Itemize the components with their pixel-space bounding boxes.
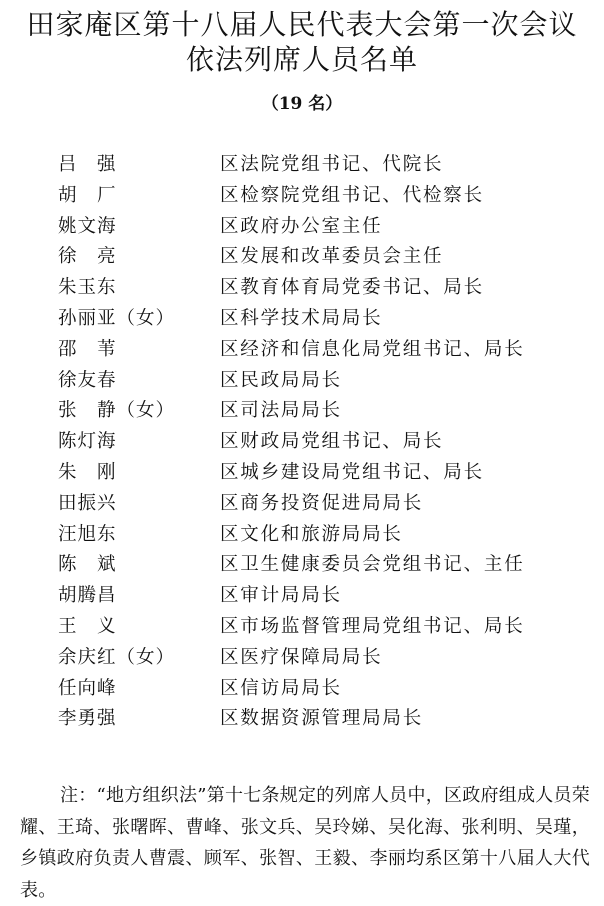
attendee-name: 朱玉东 [58,277,117,299]
attendee-position: 区市场监督管理局党组书记、局长 [220,615,525,637]
attendee-name: 徐 亮 [58,246,117,268]
attendee-position: 区司法局局长 [220,400,342,422]
footnote-text: 注：“地方组织法”第十七条规定的列席人员中，区政府组成人员荣耀、王琦、张曙晖、曹峰、张文兵、吴玲娣、吴化海、张利明、吴瑾，乡镇政府负责人曹震、顾军、张智、王毅、李丽均系区第十八届人大代表。 [20,785,590,901]
attendee-position: 区发展和改革委员会主任 [220,246,444,268]
footnote [20,780,590,906]
attendee-position: 区审计局局长 [220,585,342,607]
attendee-row [0,550,604,581]
attendee-name: 李勇强 [58,708,117,730]
attendee-name: 任向峰 [58,677,117,699]
attendee-position: 区商务投资促进局局长 [220,492,424,514]
attendee-position: 区文化和旅游局局长 [220,523,403,545]
attendee-position: 区检察院党组书记、代检察长 [220,184,484,206]
attendee-name: 胡腾昌 [58,585,117,607]
attendee-position: 区卫生健康委员会党组书记、主任 [220,554,525,576]
attendee-row [0,520,604,551]
attendee-position: 区数据资源管理局局长 [220,708,424,730]
attendee-position: 区法院党组书记、代院长 [220,154,444,175]
attendee-row [0,304,604,335]
attendee-name: 王 义 [58,615,117,637]
document-title-line2: 依法列席人员名单 [185,43,418,76]
attendee-name: 姚文海 [58,215,117,237]
attendee-name: 徐友春 [58,369,117,391]
attendee-name: 胡 厂 [58,184,117,206]
attendee-name: 邵 苇 [58,338,117,360]
attendee-position: 区教育体育局党委书记、局长 [220,277,484,299]
attendee-row [0,704,604,735]
attendee-row [0,581,604,612]
attendee-name: 朱 刚 [58,461,117,483]
attendee-row [0,273,604,304]
attendee-position: 区城乡建设局党组书记、局长 [220,461,484,483]
attendee-name: 孙丽亚（女） [58,307,176,329]
document-title-line1: 田家庵区第十八届人民代表大会第一次会议 [26,8,578,41]
attendee-row [0,427,604,458]
attendee-row [0,366,604,397]
attendee-position: 区信访局局长 [220,677,342,699]
attendee-row [0,489,604,520]
attendee-position: 区医疗保障局局长 [220,646,383,668]
attendee-position: 区科学技术局局长 [220,307,383,329]
attendee-position: 区财政局党组书记、局长 [220,431,444,453]
attendee-row [0,674,604,705]
attendee-position: 区经济和信息化局党组书记、局长 [220,338,525,360]
attendee-count: （19 名） [261,94,343,114]
attendee-list [0,150,604,735]
attendee-name: 汪旭东 [58,523,117,545]
attendee-position: 区政府办公室主任 [220,215,383,237]
attendee-position: 区民政局局长 [220,369,342,391]
attendee-name: 余庆红（女） [58,646,176,668]
attendee-name: 陈 斌 [58,554,117,576]
attendee-name: 吕 强 [58,154,117,175]
attendee-row [0,396,604,427]
attendee-row [0,181,604,212]
attendee-row [0,335,604,366]
attendee-row [0,612,604,643]
attendee-row [0,458,604,489]
attendee-row [0,212,604,243]
attendee-name: 陈灯海 [58,431,117,453]
attendee-row [0,643,604,674]
attendee-row [0,242,604,273]
attendee-name: 田振兴 [58,492,117,514]
attendee-row [0,150,604,181]
attendee-name: 张 静（女） [58,400,176,422]
